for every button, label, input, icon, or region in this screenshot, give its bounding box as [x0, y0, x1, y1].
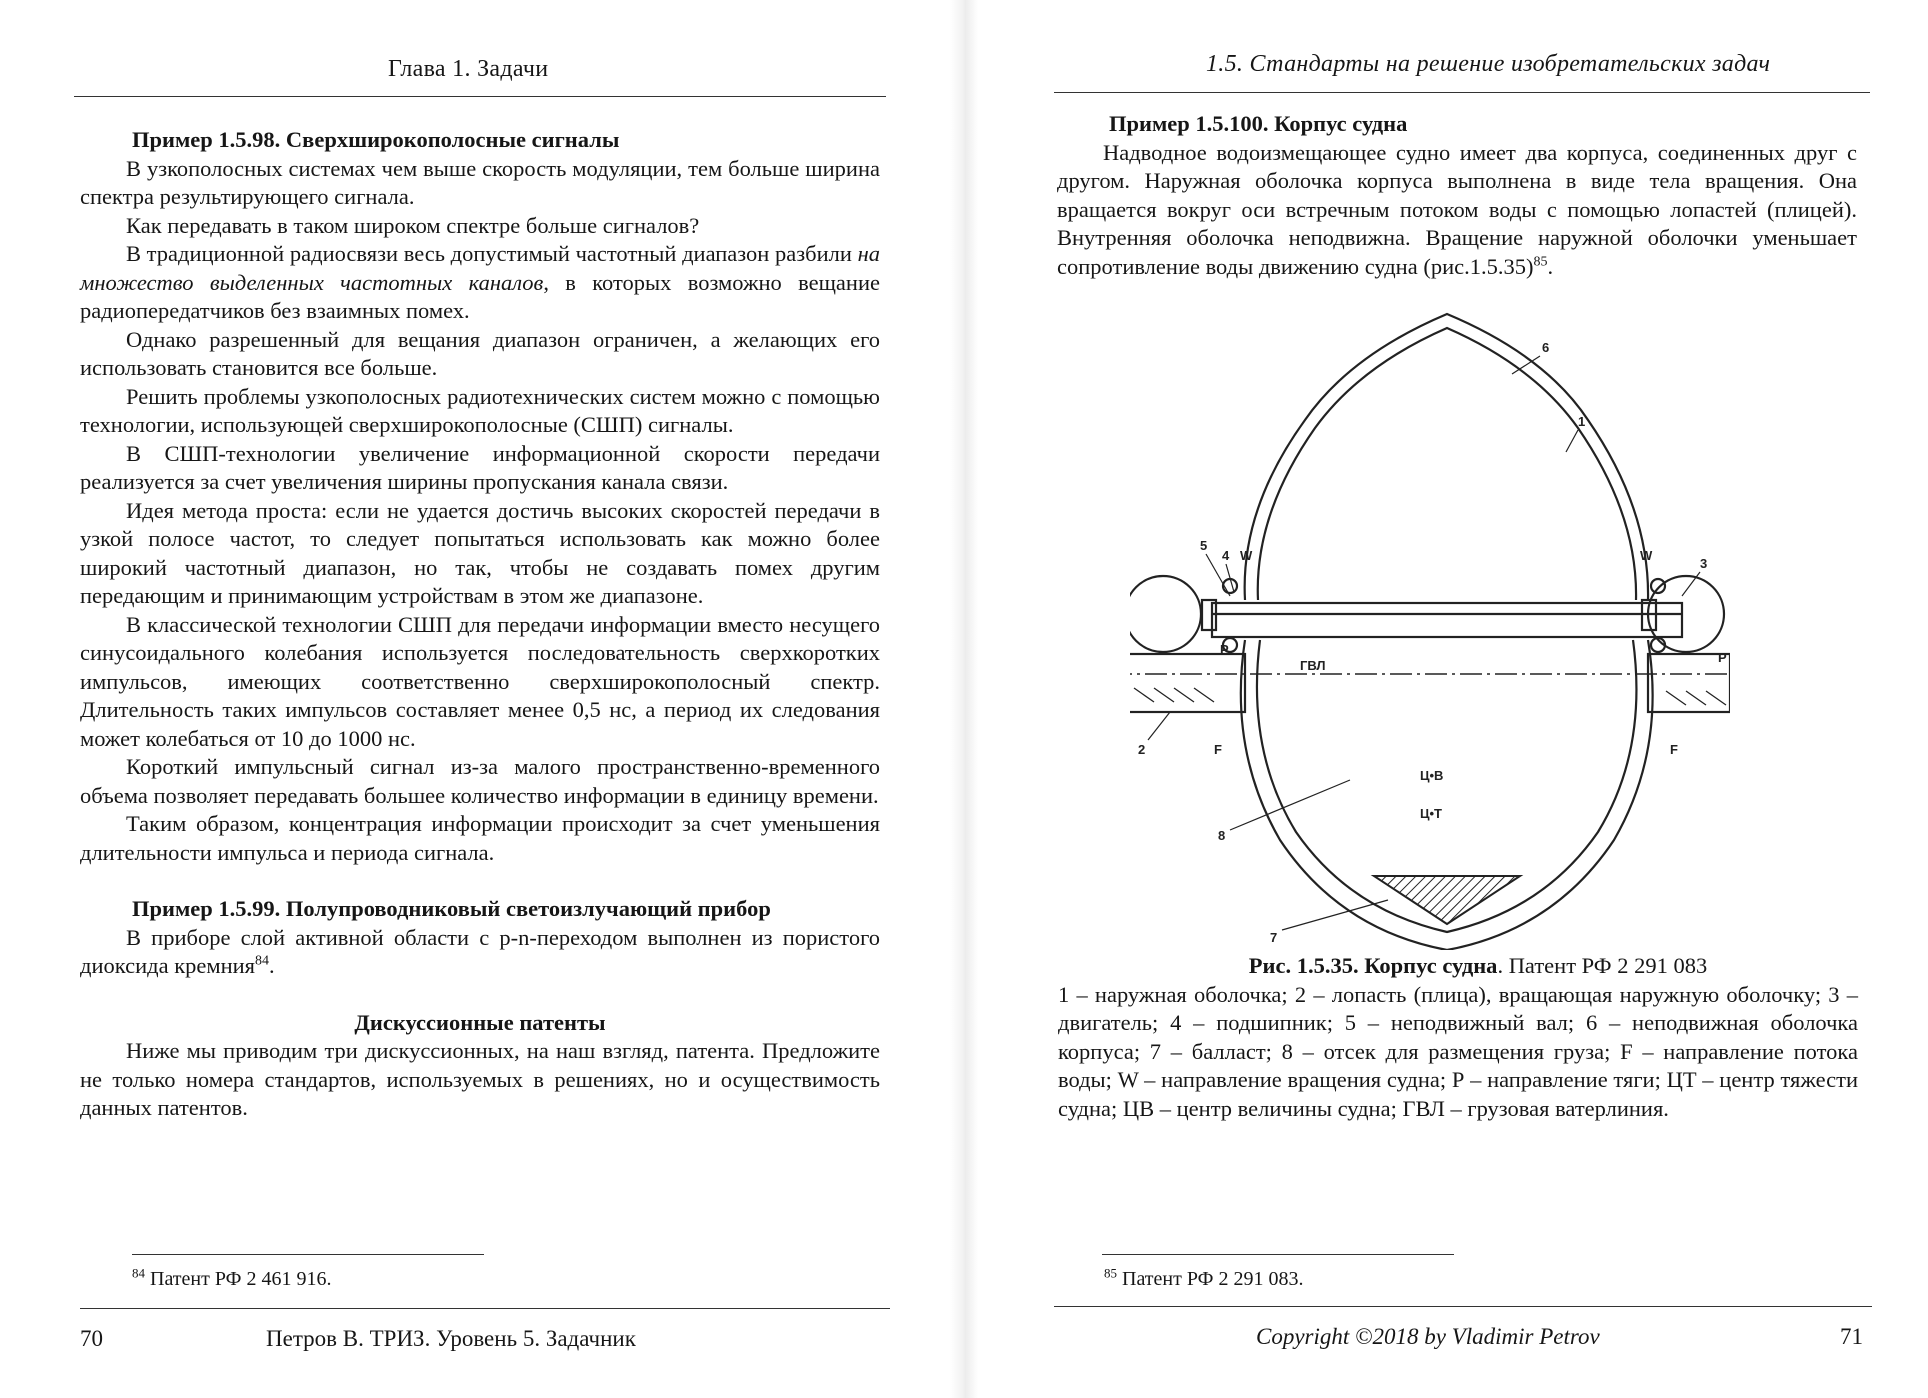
example-99-text-end: .	[269, 953, 275, 978]
example-98-paragraph: Идея метода проста: если не удается достичь высоких скоростей передачи в узкой полосе частот, то следует попытаться использовать как можно более широкий частотный диапазон, но так, чтобы не создавать помех другим передающим и принимающим устройствам в этом же диапазоне.	[80, 497, 880, 608]
ballast	[1374, 876, 1520, 924]
example-98-paragraph: Решить проблемы узкополосных радиотехнических систем можно с помощью технологии, использующей сверхширокополосные (СШП) сигналы.	[80, 383, 880, 437]
footnote-mark: 84	[132, 1265, 145, 1281]
label-f-right: F	[1670, 742, 1678, 757]
example-98-paragraph: Короткий импульсный сигнал из-за малого пространственно-временного объема позволяет передавать большее количество информации в единицу времени.	[80, 754, 880, 808]
running-head-left: Глава 1. Задачи	[388, 56, 549, 82]
footer-copyright: Copyright ©2018 by Vladimir Petrov	[1256, 1324, 1600, 1349]
outer-shell-upper	[1245, 314, 1648, 600]
caption-patent: . Патент РФ 2 291 083	[1497, 953, 1708, 978]
label-f-left: F	[1214, 742, 1222, 757]
p3-italic: на множество выделенных частотных каналов	[80, 241, 880, 295]
label-ct: Ц•Т	[1420, 806, 1442, 821]
inner-shell-upper	[1258, 328, 1636, 600]
label-w-right: W	[1640, 548, 1653, 563]
caption-title: Рис. 1.5.35. Корпус судна	[1248, 953, 1498, 978]
footnote-mark: 85	[1104, 1265, 1117, 1281]
example-98-paragraph: В СШП-технологии увеличение информационной скорости передачи реализуется за счет увеличения ширины пропускания канала связи.	[80, 440, 880, 494]
example-98-paragraph: В классической технологии СШП для передачи информации вместо несущего синусоидального колебания используется последовательность сверхкоротких импульсов, имеющих соответственно сверхширокополосный спектр. Длительность таких импульсов составляет менее 0,5 нс, а период их следования может колебаться от 10 до 1000 нс.	[80, 611, 880, 751]
footnote-text: Патент РФ 2 461 916.	[145, 1268, 332, 1290]
label-gvl: ГВЛ	[1300, 658, 1326, 673]
footnote-ref-84: 84	[255, 953, 270, 969]
header-rule-right	[1054, 92, 1870, 93]
footer-rule-right	[1054, 1306, 1872, 1307]
label-8: 8	[1218, 828, 1226, 843]
footnote-ref-85: 85	[1533, 254, 1548, 269]
page-number-right: 71	[1840, 1324, 1863, 1349]
label-7: 7	[1270, 930, 1278, 945]
footer-book-title: Петров В. ТРИЗ. Уровень 5. Задачник	[266, 1326, 636, 1351]
p3-end: , в которых возможно вещание радиопередатчиков без взаимных помех.	[80, 269, 880, 323]
left-page-body	[80, 126, 880, 1123]
label-cv: Ц•В	[1420, 768, 1444, 783]
engine-left	[1130, 576, 1201, 652]
label-4: 4	[1222, 548, 1230, 563]
example-98-paragraph: Как передавать в таком широком спектре больше сигналов?	[126, 212, 700, 238]
bearing-right	[1651, 579, 1665, 593]
figure-caption	[1058, 952, 1858, 1123]
ship-hull-figure	[1130, 310, 1730, 950]
footnote-85	[1104, 1265, 1304, 1291]
discussion-title: Дискуссионные патенты	[354, 1009, 606, 1035]
caption-legend: 1 – наружная оболочка; 2 – лопасть (плица), вращающая наружную оболочку; 3 – двигатель; 4 – подшипник; 5 – неподвижный вал; 6 – неподвижная оболочка корпуса; 7 – балласт; 8 – отсек для размещения груза; F – направление потока воды; W – направление вращения судна; Р – направление тяги; ЦТ – центр тяжести судна; ЦВ – центр величины судна; ГВЛ – грузовая ватерлиния.	[1058, 981, 1858, 1121]
example-100-title: Пример 1.5.100. Корпус судна	[1109, 111, 1408, 136]
page-number-left: 70	[80, 1326, 103, 1351]
header-rule-left	[74, 96, 886, 97]
label-w-left: W	[1240, 548, 1253, 563]
example-98-paragraph: Однако разрешенный для вещания диапазон ограничен, а желающих его использовать становится все больше.	[80, 326, 880, 380]
label-2: 2	[1138, 742, 1146, 757]
discussion-paragraph: Ниже мы приводим три дискуссионных, на наш взгляд, патента. Предложите не только номера стандартов, используемых в решениях, но и осуществимость данных патентов.	[80, 1038, 880, 1120]
bearing-left	[1223, 579, 1237, 593]
example-98-paragraph	[80, 240, 880, 326]
label-5: 5	[1200, 538, 1208, 553]
shaft	[1212, 603, 1682, 637]
footnote-rule-right	[1102, 1254, 1454, 1255]
footnote-text: Патент РФ 2 291 083.	[1117, 1268, 1304, 1290]
example-98-title: Пример 1.5.98. Сверхширокополосные сигналы	[132, 127, 620, 152]
caption-title-line	[1058, 952, 1858, 981]
label-p-left: P	[1220, 642, 1229, 657]
label-1: 1	[1578, 414, 1586, 429]
label-6: 6	[1542, 340, 1550, 355]
label-p-right: P	[1718, 650, 1727, 665]
footer-rule-left	[80, 1308, 890, 1309]
example-100-text: Надводное водоизмещающее судно имеет два корпуса, соединенных друг с другом. Наружная оболочка корпуса выполнена в виде тела вращения. Она вращается вокруг оси встречным потоком воды с помощью лопастей (плицей). Внутренняя оболочка неподвижна. Вращение наружной оболочки уменьшает сопротивление воды движению судна (рис.1.5.35)	[1057, 139, 1857, 279]
example-99-paragraph	[80, 924, 880, 981]
right-page-body	[1057, 110, 1857, 281]
ship-hull-diagram	[1130, 310, 1730, 950]
example-99-title: Пример 1.5.99. Полупроводниковый светоизлучающий прибор	[132, 896, 771, 921]
footnote-rule-left	[132, 1254, 484, 1255]
footnote-84	[132, 1265, 332, 1291]
p3-start: В традиционной радиосвязи весь допустимый частотный диапазон разбили	[126, 241, 858, 266]
example-99-text: В приборе слой активной области с p-n-переходом выполнен из пористого диоксида кремния	[80, 924, 880, 978]
example-98-paragraph: Таким образом, концентрация информации происходит за счет уменьшения длительности импульса и периода сигнала.	[80, 811, 880, 865]
label-3: 3	[1700, 556, 1708, 571]
running-head-right: 1.5. Стандарты на решение изобретательских задач	[1206, 51, 1771, 77]
example-100-paragraph	[1057, 139, 1857, 282]
example-100-text-end: .	[1547, 253, 1554, 279]
example-98-paragraph: В узкополосных системах чем выше скорость модуляции, тем больше ширина спектра результирующего сигнала.	[80, 155, 880, 209]
blade-left	[1130, 654, 1245, 712]
